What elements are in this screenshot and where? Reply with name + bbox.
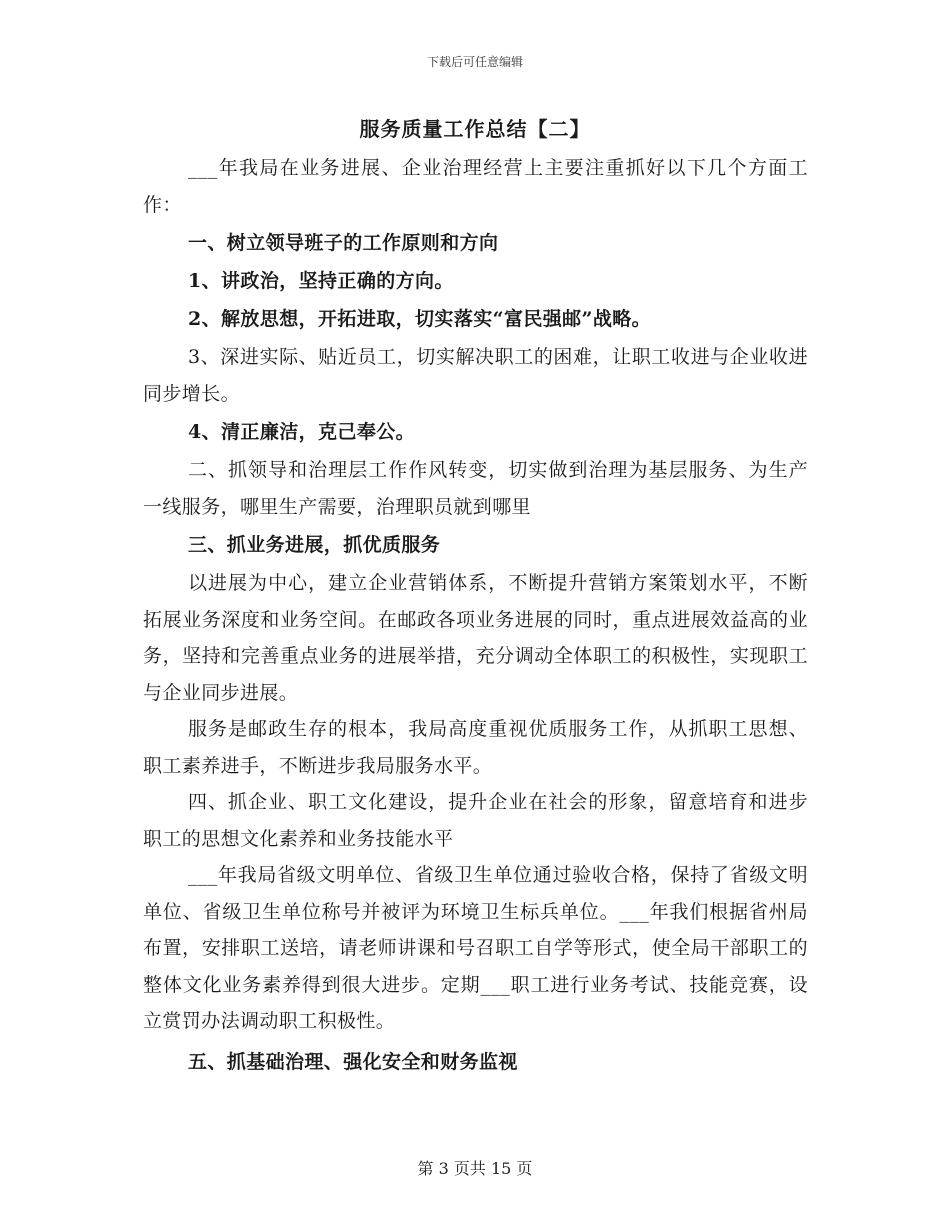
heading-section-3: 三、抓业务进展，抓优质服务 xyxy=(188,534,441,556)
heading-item-1: 1、讲政治，坚持正确的方向。 xyxy=(188,270,454,292)
paragraph-section-4: 四、抓企业、职工文化建设，提升企业在社会的形象，留意培育和进步职工的思想文化素养和业务技能水平 xyxy=(143,791,808,850)
heading-section-5: 五、抓基础治理、强化安全和财务监视 xyxy=(188,1050,518,1073)
paragraph-service: 服务是邮政生存的根本，我局高度重视优质服务工作，从抓职工思想、职工素养进手，不断进步我局服务水平。 xyxy=(143,718,808,777)
header-note: 下载后可任意编辑 xyxy=(426,55,523,69)
paragraph-development: 以进展为中心，建立企业营销体系，不断提升营销方案策划水平，不断拓展业务深度和业务空间。在邮政各项业务进展的同时，重点进展效益高的业务，坚持和完善重点业务的进展举措，充分调动全体职工的积极性，实现职工与企业同步进展。 xyxy=(143,572,808,704)
paragraph-item-3: 3、深进实际、贴近员工，切实解决职工的困难，让职工收进与企业收进同步增长。 xyxy=(143,346,808,405)
heading-item-2: 2、解放思想，开拓进取，切实落实“富民强邮”战略。 xyxy=(188,308,652,330)
heading-section-1: 一、树立领导班子的工作原则和方向 xyxy=(188,232,499,254)
document-body xyxy=(143,150,808,1082)
paragraph-intro: ___年我局在业务进展、企业治理经营上主要注重抓好以下几个方面工作： xyxy=(143,157,808,216)
heading-item-4: 4、清正廉洁，克己奉公。 xyxy=(188,421,416,443)
document-title: 服务质量工作总结【二】 xyxy=(359,117,591,141)
paragraph-section-2: 二、抓领导和治理层工作作风转变，切实做到治理为基层服务、为生产一线服务，哪里生产需要，治理职员就到哪里 xyxy=(143,459,808,518)
paragraph-civilization: ___年我局省级文明单位、省级卫生单位通过验收合格，保持了省级文明单位、省级卫生单位称号并被评为环境卫生标兵单位。___年我们根据省州局布置，安排职工送培，请老师讲课和号召职工自学等形式，使全局干部职工的整体文化业务素养得到很大进步。定期___职工进行业务考试、技能竞赛，设立赏罚办法调动职工积极性。 xyxy=(143,864,808,1032)
page-number: 第 3 页共 15 页 xyxy=(417,1159,533,1178)
